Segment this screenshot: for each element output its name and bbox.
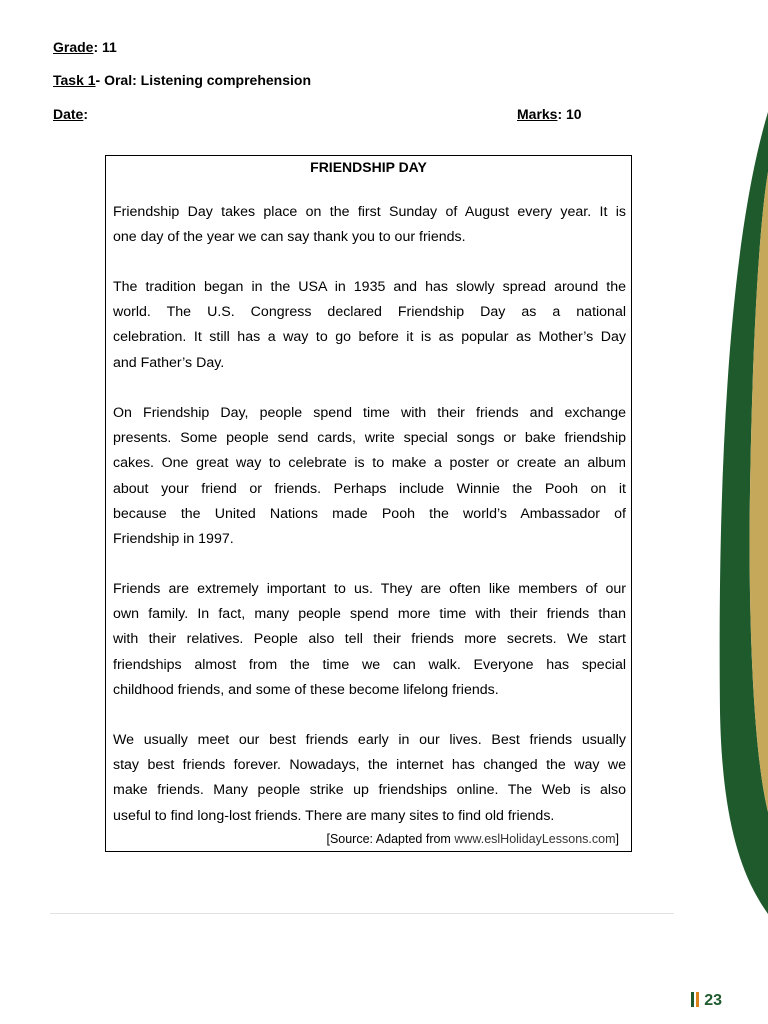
paragraph-line: The tradition began in the USA in 1935 and has slowly spread around the [113, 279, 626, 295]
task-line [53, 71, 311, 89]
marks-value: : 10 [557, 106, 582, 122]
passage-box [105, 155, 632, 852]
paragraph-line: world. The U.S. Congress declared Friendship Day as a national [113, 304, 626, 321]
decorative-swoosh [708, 112, 768, 914]
passage-paragraph [113, 728, 626, 829]
grade-line [53, 38, 117, 56]
date-value: : [83, 106, 89, 122]
marks-label: Marks [517, 106, 558, 122]
passage-paragraph [113, 577, 626, 703]
paragraph-line: about your friend or friends. Perhaps include Winnie the Pooh on it [113, 480, 626, 497]
source-url: www.eslHolidayLessons.com [454, 832, 616, 846]
paragraph-line: friendships almost from the time we can walk. Everyone has special [113, 656, 626, 673]
paragraph-line: Friendship Day takes place on the first Sunday of August every year. It is [113, 204, 626, 220]
paragraph-line: useful to find long-lost friends. There are many sites to find old friends. [113, 807, 555, 824]
paragraph-line: and Father’s Day. [113, 354, 225, 371]
paragraph-line: celebration. It still has a way to go before it is as popular as Mother’s Day [113, 329, 626, 346]
task-value: - Oral: Listening comprehension [95, 72, 312, 88]
paragraph-line: childhood friends, and some of these become lifelong friends. [113, 681, 499, 698]
paragraph-line: make friends. Many people strike up friendships online. The Web is also [113, 782, 626, 799]
paragraph-line: with their relatives. People also tell their friends more secrets. We start [113, 631, 626, 648]
date-line [53, 105, 88, 123]
marks-line [517, 105, 582, 123]
page-marker-icon [691, 992, 701, 1013]
footer-divider [50, 913, 674, 914]
source-prefix: [Source: Adapted from [326, 832, 455, 846]
paragraph-line: stay best friends forever. Nowadays, the internet has changed the way we [113, 757, 626, 774]
paragraph-line: one day of the year we can say thank you to our friends. [113, 229, 466, 246]
paragraph-line: Friends are extremely important to us. They are often like members of our [113, 581, 626, 597]
page-number-text: 23 [704, 992, 722, 1009]
source-citation [326, 831, 619, 847]
paragraph-line: On Friendship Day, people spend time with their friends and exchange [113, 405, 626, 421]
paragraph-line: presents. Some people send cards, write special songs or bake friendship [113, 430, 626, 447]
date-label: Date [53, 106, 84, 122]
passage-paragraph [113, 275, 626, 376]
grade-label: Grade [53, 39, 94, 55]
page-number [691, 991, 722, 1013]
paragraph-line: Friendship in 1997. [113, 531, 234, 548]
source-suffix: ] [615, 832, 619, 846]
passage-title: FRIENDSHIP DAY [310, 159, 427, 175]
passage-paragraph [113, 200, 626, 250]
task-label: Task 1 [53, 72, 96, 88]
grade-value: : 11 [93, 39, 117, 55]
paragraph-line: cakes. One great way to celebrate is to make a poster or create an album [113, 455, 626, 472]
passage-paragraph [113, 401, 626, 552]
paragraph-line: because the United Nations made Pooh the world’s Ambassador of [113, 505, 626, 522]
paragraph-line: own family. In fact, many people spend more time with their friends than [113, 606, 626, 623]
paragraph-line: We usually meet our best friends early in our lives. Best friends usually [113, 732, 626, 748]
